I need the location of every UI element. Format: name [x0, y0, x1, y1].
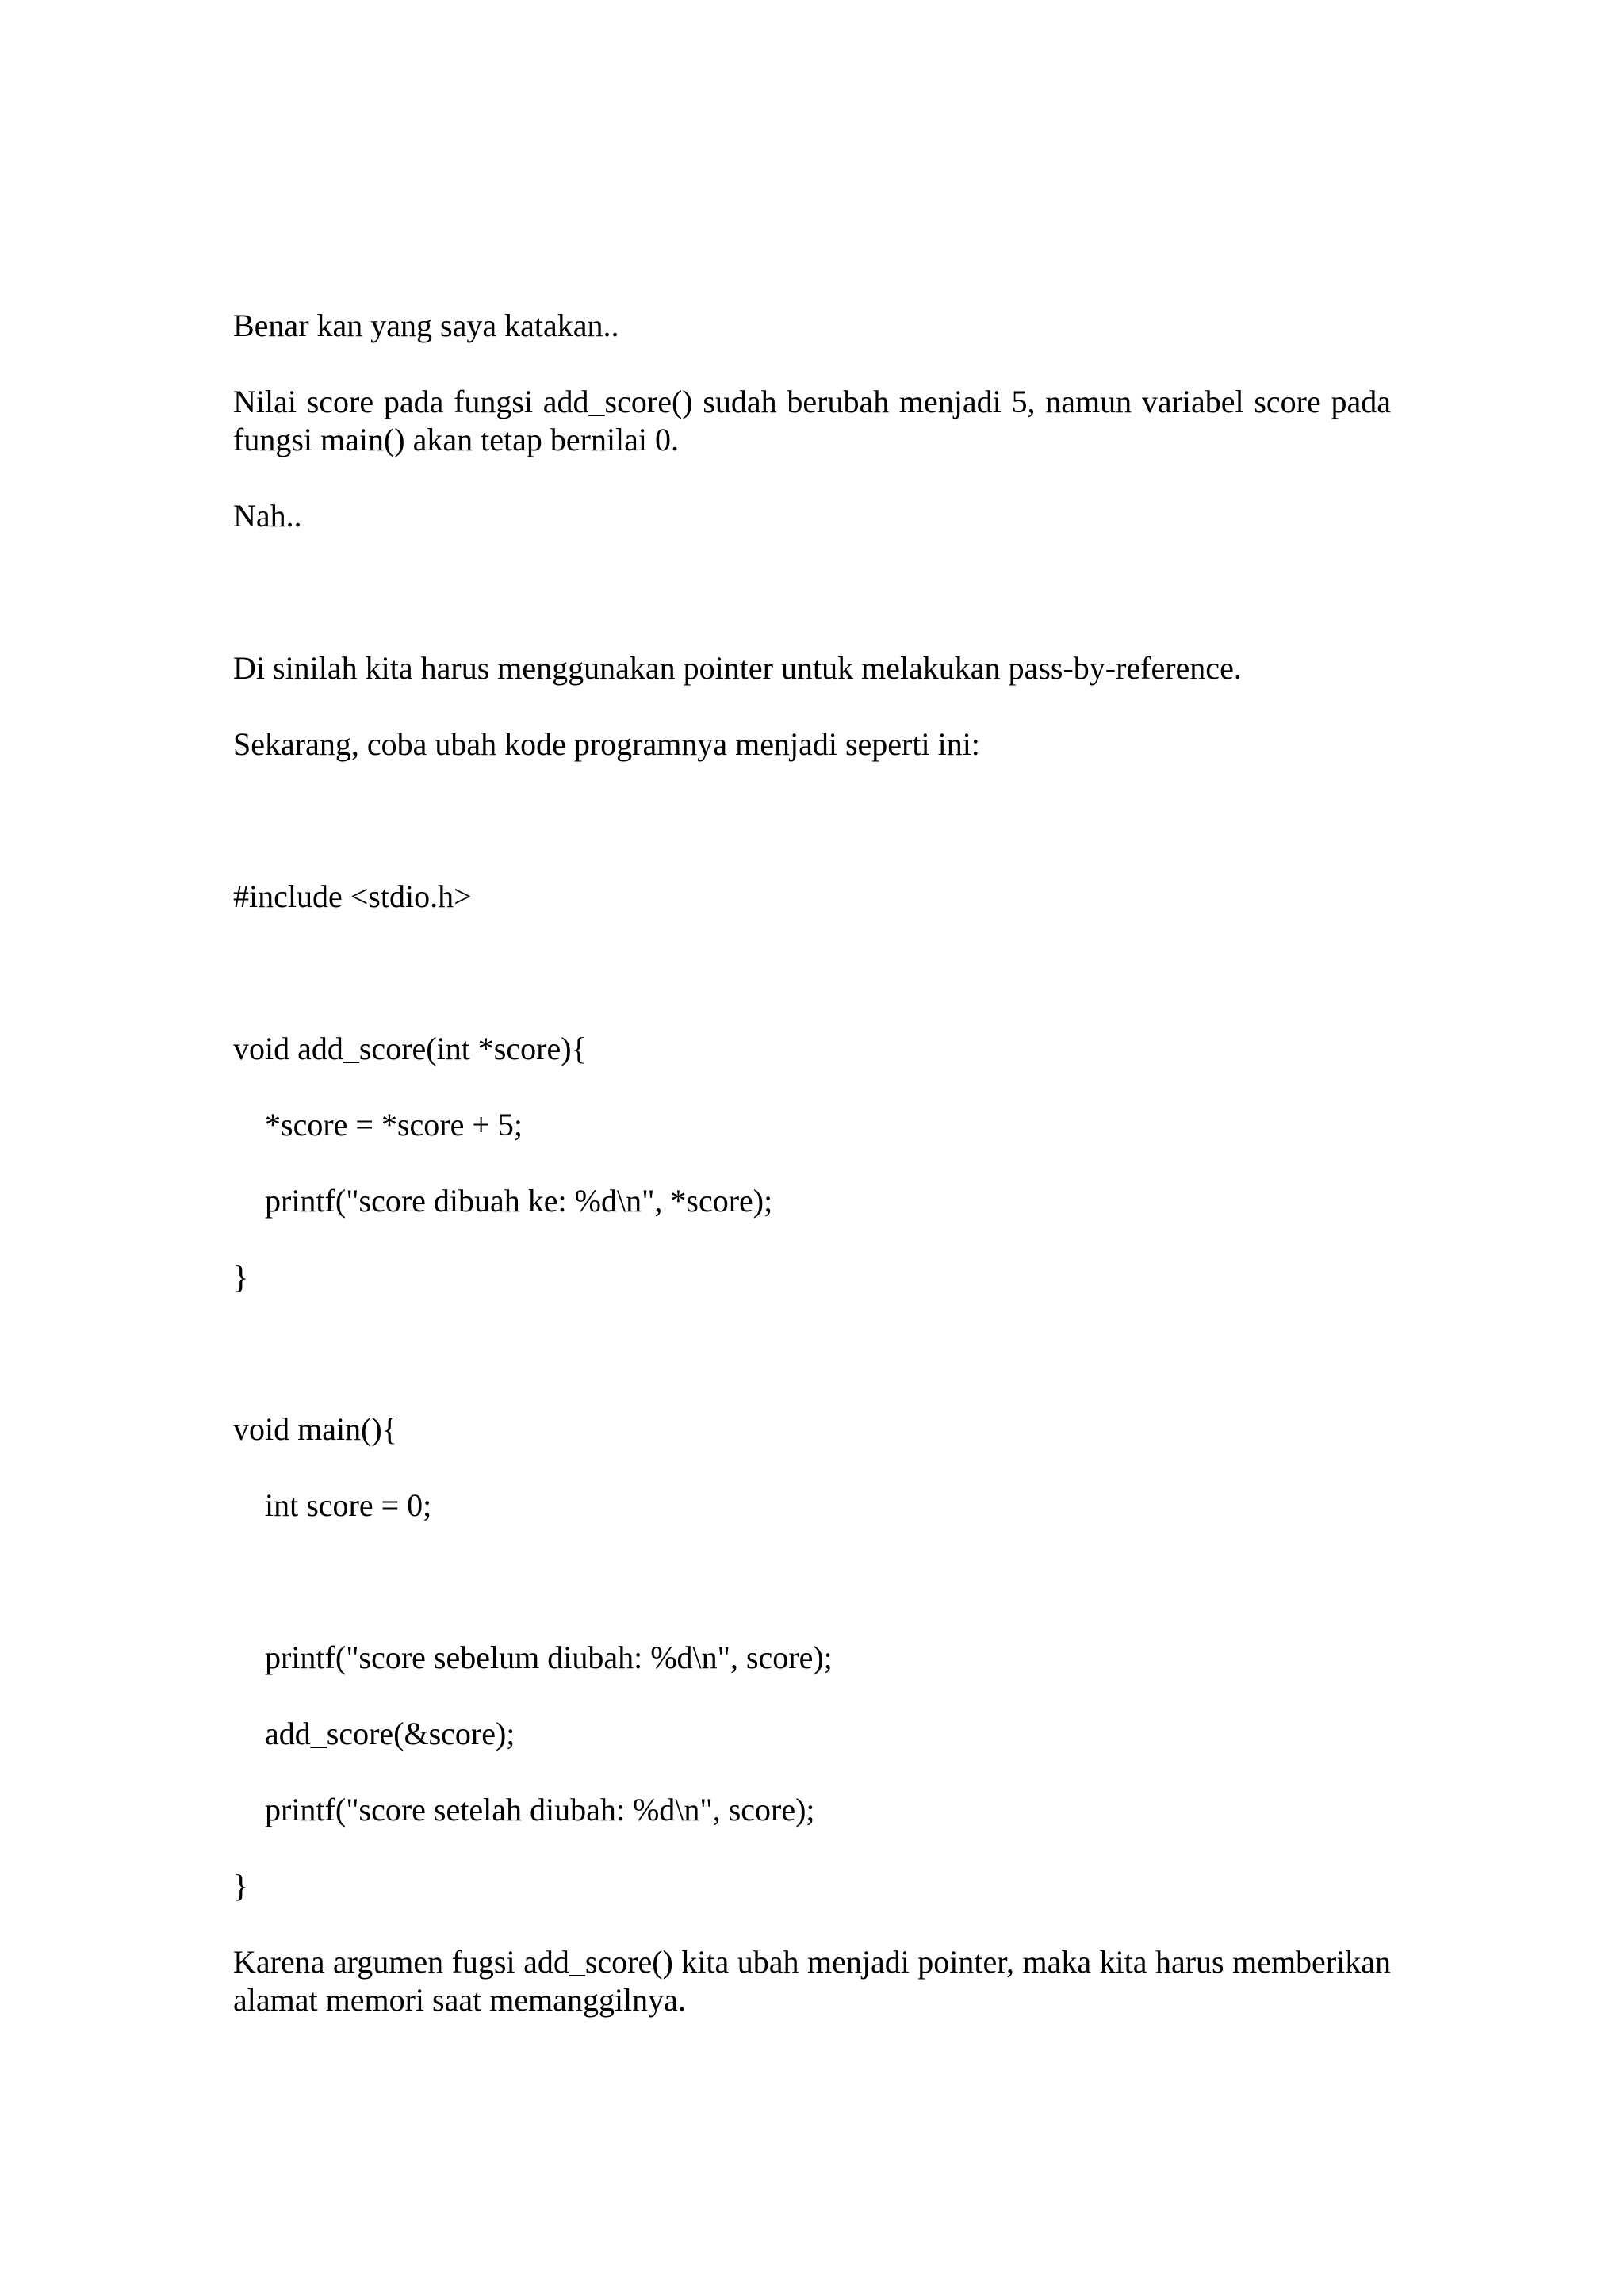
paragraph-score-explanation: Nilai score pada fungsi add_score() sudah berubah menjadi 5, namun variabel score pada fungsi main() akan tetap bernilai 0.: [233, 384, 1399, 457]
paragraph-pointer-intro: Di sinilah kita harus menggunakan pointer untuk melakukan pass-by-reference.: [233, 650, 1242, 686]
paragraph-nah: Nah..: [233, 498, 302, 534]
code-line-main-printf-before: printf("score sebelum diubah: %d\n", score);: [265, 1640, 833, 1675]
code-line-main-printf-after: printf("score setelah diubah: %d\n", score);: [265, 1792, 815, 1827]
code-line-main-declare: int score = 0;: [265, 1487, 432, 1523]
code-line-add-score-signature: void add_score(int *score){: [233, 1031, 587, 1066]
code-line-main-call: add_score(&score);: [265, 1716, 515, 1751]
paragraph-intro: Benar kan yang saya katakan..: [233, 308, 619, 343]
code-line-include: #include <stdio.h>: [233, 878, 472, 914]
code-line-main-close: }: [233, 1868, 249, 1904]
code-line-add-score-body: *score = *score + 5;: [265, 1107, 523, 1142]
code-line-add-score-close: }: [233, 1259, 249, 1295]
code-line-main-signature: void main(){: [233, 1411, 397, 1447]
code-line-add-score-printf: printf("score dibuah ke: %d\n", *score);: [265, 1183, 773, 1219]
paragraph-change-code: Sekarang, coba ubah kode programnya menjadi seperti ini:: [233, 726, 980, 762]
paragraph-closing: Karena argumen fugsi add_score() kita ubah menjadi pointer, maka kita harus memberikan alamat memori saat memanggilnya.: [233, 1944, 1399, 2018]
